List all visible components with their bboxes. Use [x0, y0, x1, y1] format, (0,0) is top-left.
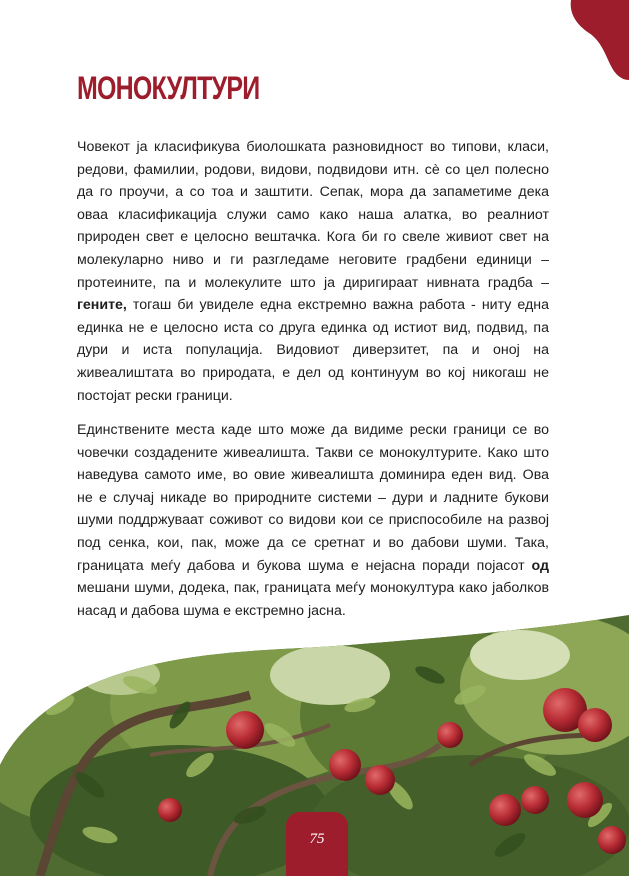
- decorative-corner-blob: [529, 0, 629, 90]
- paragraph-1-text-end: тогаш би увиделе една екстремно важна работа - ниту една единка не е целосно иста со друга единка од истиот вид, подвид, па дури и иста популација. Видовиот диверзитет, па и оној на живеалиштата во природата, е дел од континуум во кој никогаш не постојат рески граници.: [77, 297, 549, 404]
- paragraph-2-text-start: Единствените места каде што може да видиме рески граници се во човечки создадените живеалишта. Такви се монокултурите. Како што наведува самото име, во овие живеалишта доминира еден вид. Ова не е случај никаде во природните системи – дури и ладните букови шуми поддржуваат соживот со видови кои се приспособиле на развој под сенка, кои, пак, може да се сретнат и во дабови шуми. Така, границата меѓу дабова и букова шума е нејасна поради појасот: [77, 422, 549, 574]
- page-number: 75: [309, 830, 325, 847]
- paragraph-1-bold-term: гените,: [77, 297, 127, 314]
- paragraph-2: [77, 419, 549, 622]
- paragraph-1: [77, 136, 549, 407]
- paragraph-1-text-start: Човекот ја класификува биолошката разновидност во типови, класи, редови, фамилии, родови, видови, подвидови итн. сè со цел полесно да го проучи, а со тоа и заштити. Сепак, мора да запаметиме дека оваа класификација служи само како наша алатка, во реалниот природен свет е целосно вештачка. Кога би го свеле живиот свет на молекуларно ниво и ги разгледаме неговите градбени единици – протеините, па и молекулите што ја диригираат нивната градба –: [77, 139, 549, 291]
- paragraph-2-bold-term: од: [531, 557, 549, 574]
- page-title: МОНОКУЛТУРИ: [77, 70, 260, 106]
- page-number-badge: [286, 812, 348, 876]
- paragraph-2-text-end: мешани шуми, додека, пак, границата меѓу монокултура како јаболков насад и дабова шума е екстремно јасна.: [77, 580, 549, 619]
